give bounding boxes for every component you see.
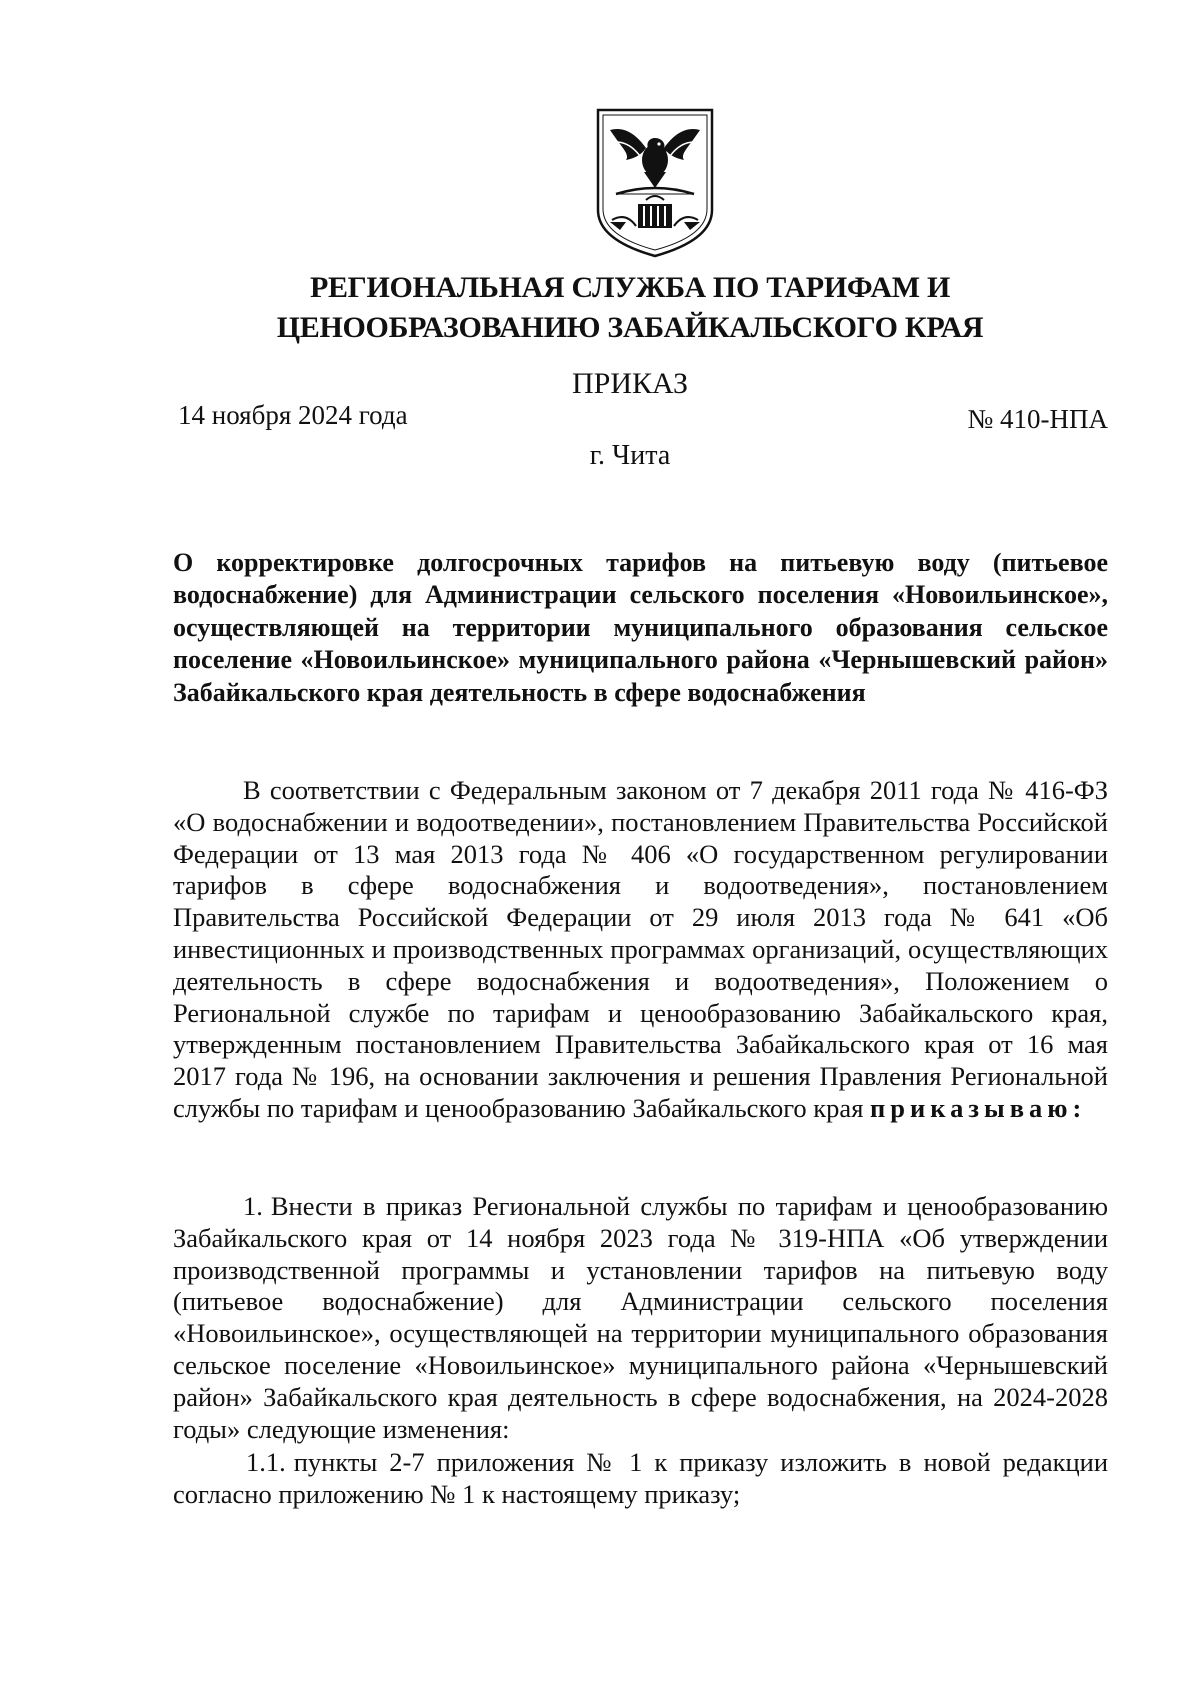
document-number: № 410-НПА xyxy=(967,404,1108,434)
organization-title xyxy=(200,268,1060,348)
document-subject: О корректировке долгосрочных тарифов на питьевую воду (питьевое водоснабжение) для Администрации сельского поселения «Новоильинское», осуществляющей на территории муниципального образования сельское поселение «Новоильинское» муниципального района «Чернышевский район» Забайкальского края деятельность в сфере водоснабжения xyxy=(173,548,1108,707)
organization-title-line-2: ЦЕНООБРАЗОВАНИЮ ЗАБАЙКАЛЬСКОГО КРАЯ xyxy=(276,311,984,344)
document-type: ПРИКАЗ xyxy=(572,367,688,400)
preamble-paragraph xyxy=(173,775,1108,1125)
order-item-1 xyxy=(173,1191,1108,1445)
document-city: г. Чита xyxy=(589,440,671,471)
item-text: пункты 2-7 приложения № 1 к приказу изложить в новой редакции согласно приложению № 1 к настоящему приказу; xyxy=(173,1447,1108,1509)
item-number: 1.1. xyxy=(246,1447,286,1477)
order-word: приказываю: xyxy=(870,1092,1087,1123)
document-date: 14 ноября 2024 года xyxy=(178,400,408,430)
order-item-1-1 xyxy=(173,1447,1108,1511)
organization-title-line-1: РЕГИОНАЛЬНАЯ СЛУЖБА ПО ТАРИФАМ И xyxy=(309,271,951,304)
item-text: Внести в приказ Региональной службы по тарифам и ценообразованию Забайкальского края от 14 ноября 2023 года № 319-НПА «Об утверждении производственной программы и установлении тарифов на питьевую воду (питьевое водоснабжение) для Администрации сельского поселения «Новоильинское», осуществляющей на территории муниципального образования сельское поселение «Новоильинское» муниципального района «Чернышевский район» Забайкальского края деятельность в сфере водоснабжения, на 2024-2028 годы» следующие изменения: xyxy=(173,1191,1108,1444)
coat-of-arms-emblem xyxy=(596,108,714,258)
item-number: 1. xyxy=(243,1191,263,1221)
preamble-text: В соответствии с Федеральным законом от 7 декабря 2011 года № 416-ФЗ «О водоснабжении и водоотведении», постановлением Правительства Российской Федерации от 13 мая 2013 года № 406 «О государственном регулировании тарифов в сфере водоснабжения и водоотведения», постановлением Правительства Российской Федерации от 29 июля 2013 года № 641 «Об инвестиционных и производственных программах организаций, осуществляющих деятельность в сфере водоснабжения и водоотведения», Положением о Региональной службе по тарифам и ценообразованию Забайкальского края, утвержденным постановлением Правительства Забайкальского края от 16 мая 2017 года № 196, на основании заключения и решения Правления Региональной службы по тарифам и ценообразованию Забайкальского края xyxy=(173,775,1108,1123)
